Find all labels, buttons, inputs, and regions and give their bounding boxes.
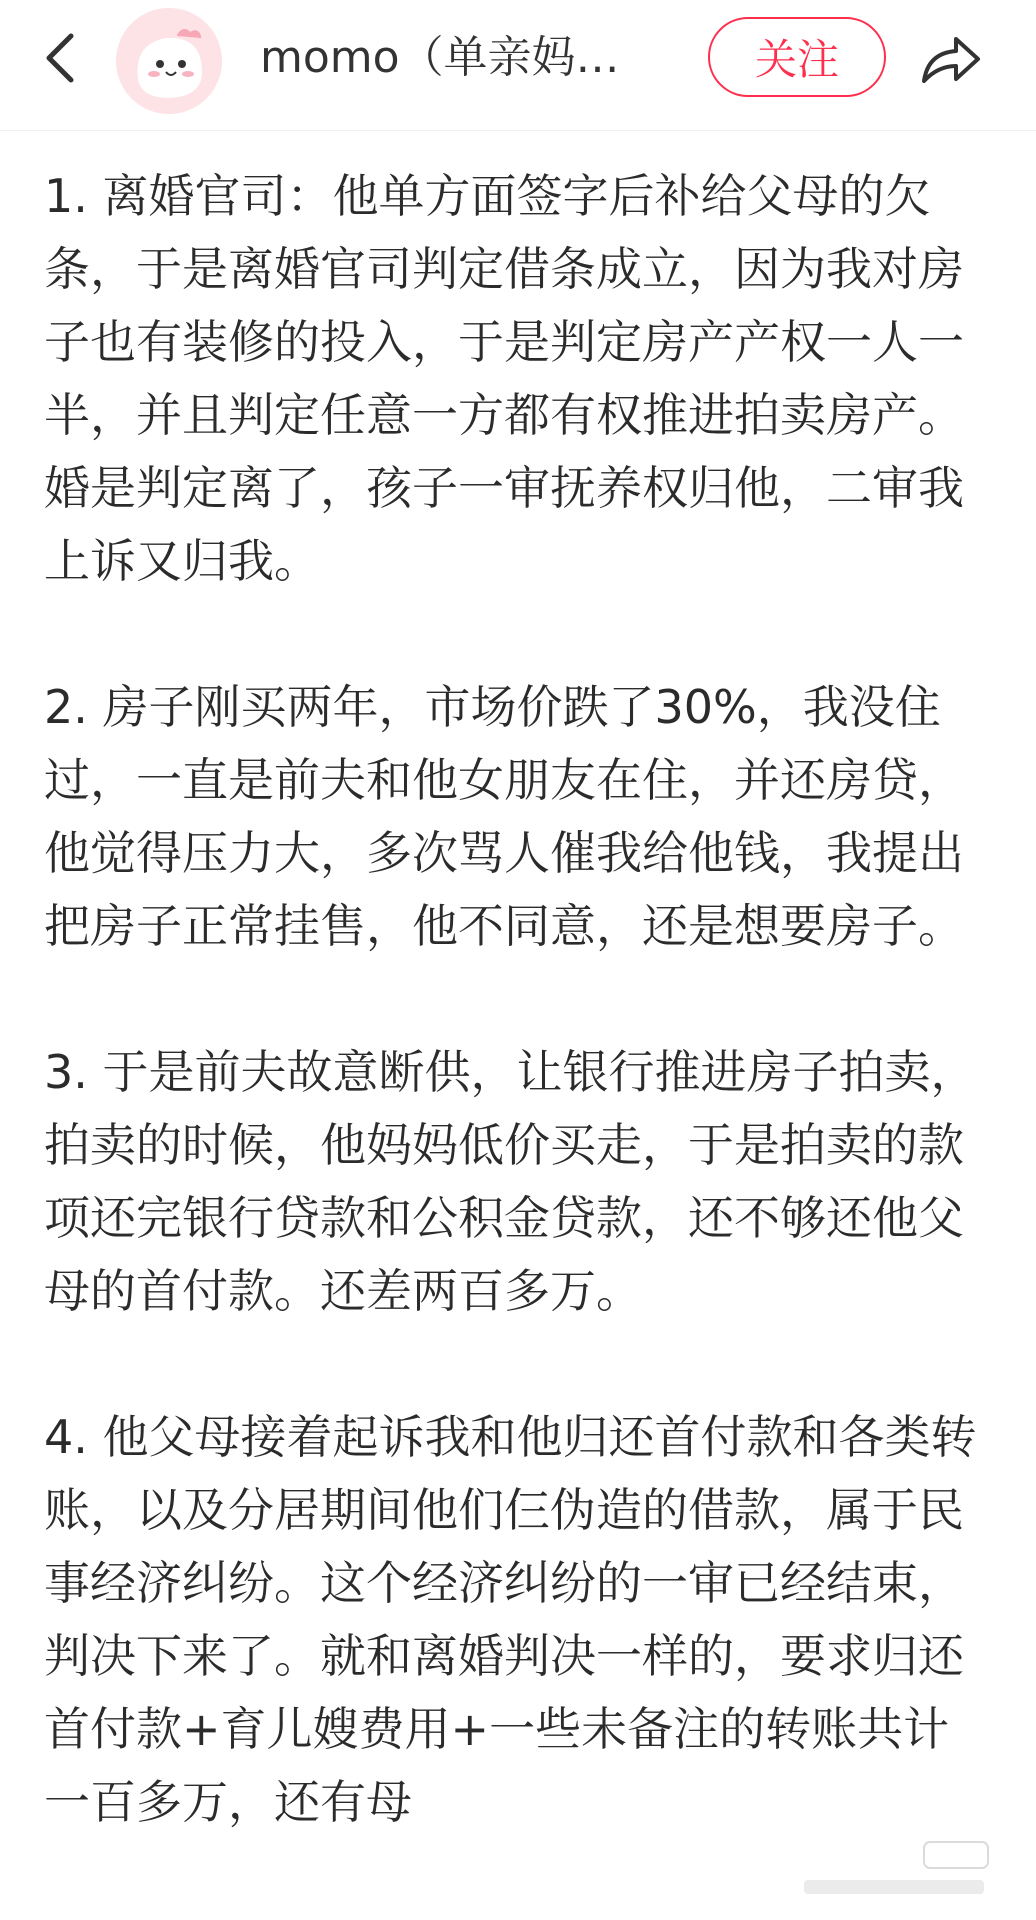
header-divider bbox=[0, 130, 1036, 131]
top-bar bbox=[0, 0, 1036, 120]
post-body bbox=[44, 160, 994, 1912]
platform-watermark-icon bbox=[784, 1838, 1004, 1902]
post-paragraph: 4. 他父母接着起诉我和他归还首付款和各类转账，以及分居期间他们仨伪造的借款，属于民事经济纠纷。这个经济纠纷的一审已经结束，判决下来了。就和离婚判决一样的，要求归还首付款+育儿嫂费用+一些未备注的转账共计一百多万，还有母 bbox=[44, 1410, 977, 1829]
post-paragraph: 1. 离婚官司：他单方面签字后补给父母的欠条，于是离婚官司判定借条成立，因为我对房子也有装修的投入，于是判定房产产权一人一半，并且判定任意一方都有权推进拍卖房产。婚是判定离了，孩子一审抚养权归他，二审我上诉又归我。 bbox=[44, 169, 964, 588]
avatar-cartoon-icon bbox=[116, 8, 222, 114]
chevron-left-icon bbox=[43, 32, 77, 84]
share-button[interactable] bbox=[916, 30, 986, 90]
share-arrow-icon bbox=[920, 33, 982, 87]
avatar[interactable] bbox=[116, 8, 222, 114]
back-button[interactable] bbox=[38, 30, 82, 86]
author-name[interactable]: momo（单亲妈… bbox=[260, 32, 620, 83]
post-paragraph: 3. 于是前夫故意断供，让银行推进房子拍卖，拍卖的时候，他妈妈低价买走，于是拍卖的款项还完银行贷款和公积金贷款，还不够还他父母的首付款。还差两百多万。 bbox=[44, 1045, 977, 1318]
post-paragraph: 2. 房子刚买两年，市场价跌了30%，我没住过，一直是前夫和他女朋友在住，并还房贷，他觉得压力大，多次骂人催我给他钱，我提出把房子正常挂售，他不同意，还是想要房子。 bbox=[44, 680, 964, 953]
follow-button[interactable]: 关注 bbox=[708, 17, 886, 97]
